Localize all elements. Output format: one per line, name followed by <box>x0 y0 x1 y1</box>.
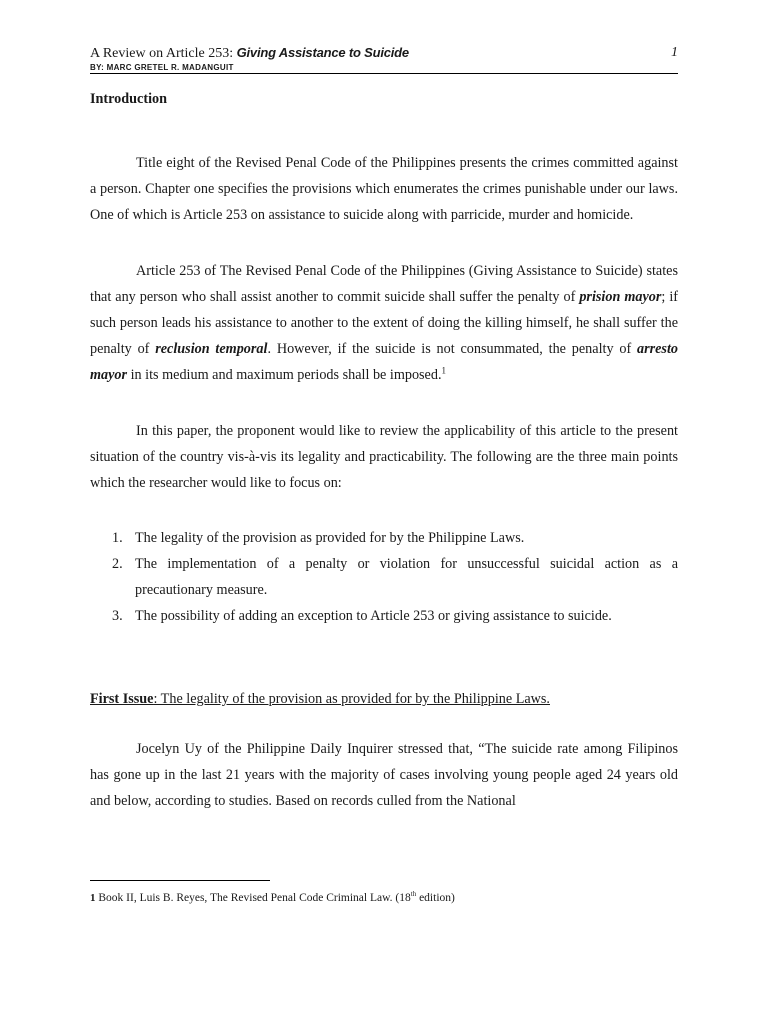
list-item-number: 1. <box>112 530 123 546</box>
footnote-number: 1 <box>90 891 96 904</box>
issue-text: : The legality of the provision as provided for by the Philippine Laws. <box>153 691 550 707</box>
header-title-prefix: A Review on Article 253: <box>90 46 237 61</box>
paragraph-2-text-c: . However, if the suicide is not consummated, the penalty of <box>267 341 637 357</box>
paragraph-2-text-b: ; if such person leads his assistance to another to the extent of doing the killing himself, he shall suffer the penalty of <box>90 289 679 357</box>
list-item <box>90 603 678 629</box>
main-points-list <box>90 525 678 629</box>
footnote-text-a: Book II, Luis B. Reyes, The Revised Penal Code Criminal Law. (18 <box>95 891 411 904</box>
issue-label: First Issue <box>90 691 154 707</box>
footnote-text-b: edition) <box>416 891 455 904</box>
list-item-number: 3. <box>112 608 123 624</box>
footnote <box>90 886 455 906</box>
paragraph-4: Jocelyn Uy of the Philippine Daily Inquirer stressed that, “The suicide rate among Filipinos has gone up in the last 21 years with the majority of cases involving young people aged 24 years old and below, according to studies. Based on records culled from the National <box>90 741 678 809</box>
term-prision-mayor: prision mayor <box>579 289 662 305</box>
paragraph-1: Title eight of the Revised Penal Code of the Philippines presents the crimes committed against a person. Chapter one specifies the provisions which enumerates the crimes punishable under our laws. One of which is Article 253 on assistance to suicide along with parricide, murder and homicide. <box>90 155 678 223</box>
header-title-script: Giving Assistance to Suicide <box>236 45 409 60</box>
footnote-separator <box>90 880 270 881</box>
paragraph-3: In this paper, the proponent would like to review the applicability of this article to the present situation of the country vis-à-vis its legality and practicability. The following are the three main points which the researcher would like to focus on: <box>90 423 678 491</box>
list-item-text: The legality of the provision as provided for by the Philippine Laws. <box>135 530 525 546</box>
list-item-text: The possibility of adding an exception to Article 253 or giving assistance to suicide. <box>135 608 612 624</box>
list-item <box>90 551 678 603</box>
header-title <box>90 44 678 63</box>
list-item-text: The implementation of a penalty or violation for unsuccessful suicidal action as a precautionary measure. <box>135 556 678 598</box>
footnote-superscript: th <box>410 890 417 898</box>
header-byline: BY: MARC GRETEL R. MADANGUIT <box>90 63 234 72</box>
footnote-reference[interactable]: 1 <box>441 365 446 376</box>
section-heading: Introduction <box>90 91 167 107</box>
list-item-number: 2. <box>112 556 123 572</box>
header-rule <box>90 73 678 74</box>
term-arresto-mayor: arresto mayor <box>90 341 678 383</box>
term-reclusion-temporal: reclusion temporal <box>155 341 268 357</box>
page-header <box>90 44 678 73</box>
paragraph-2-text-d: in its medium and maximum periods shall be imposed. <box>127 367 442 383</box>
page-number: 1 <box>671 45 678 60</box>
paragraph-2-text-a: Article 253 of The Revised Penal Code of the Philippines (Giving Assistance to Suicide) states that any person who shall assist another to commit suicide shall suffer the penalty of <box>90 263 678 305</box>
first-issue-heading <box>90 686 678 712</box>
list-item <box>90 525 678 551</box>
document-body <box>90 88 678 814</box>
paragraph-2 <box>90 258 678 388</box>
